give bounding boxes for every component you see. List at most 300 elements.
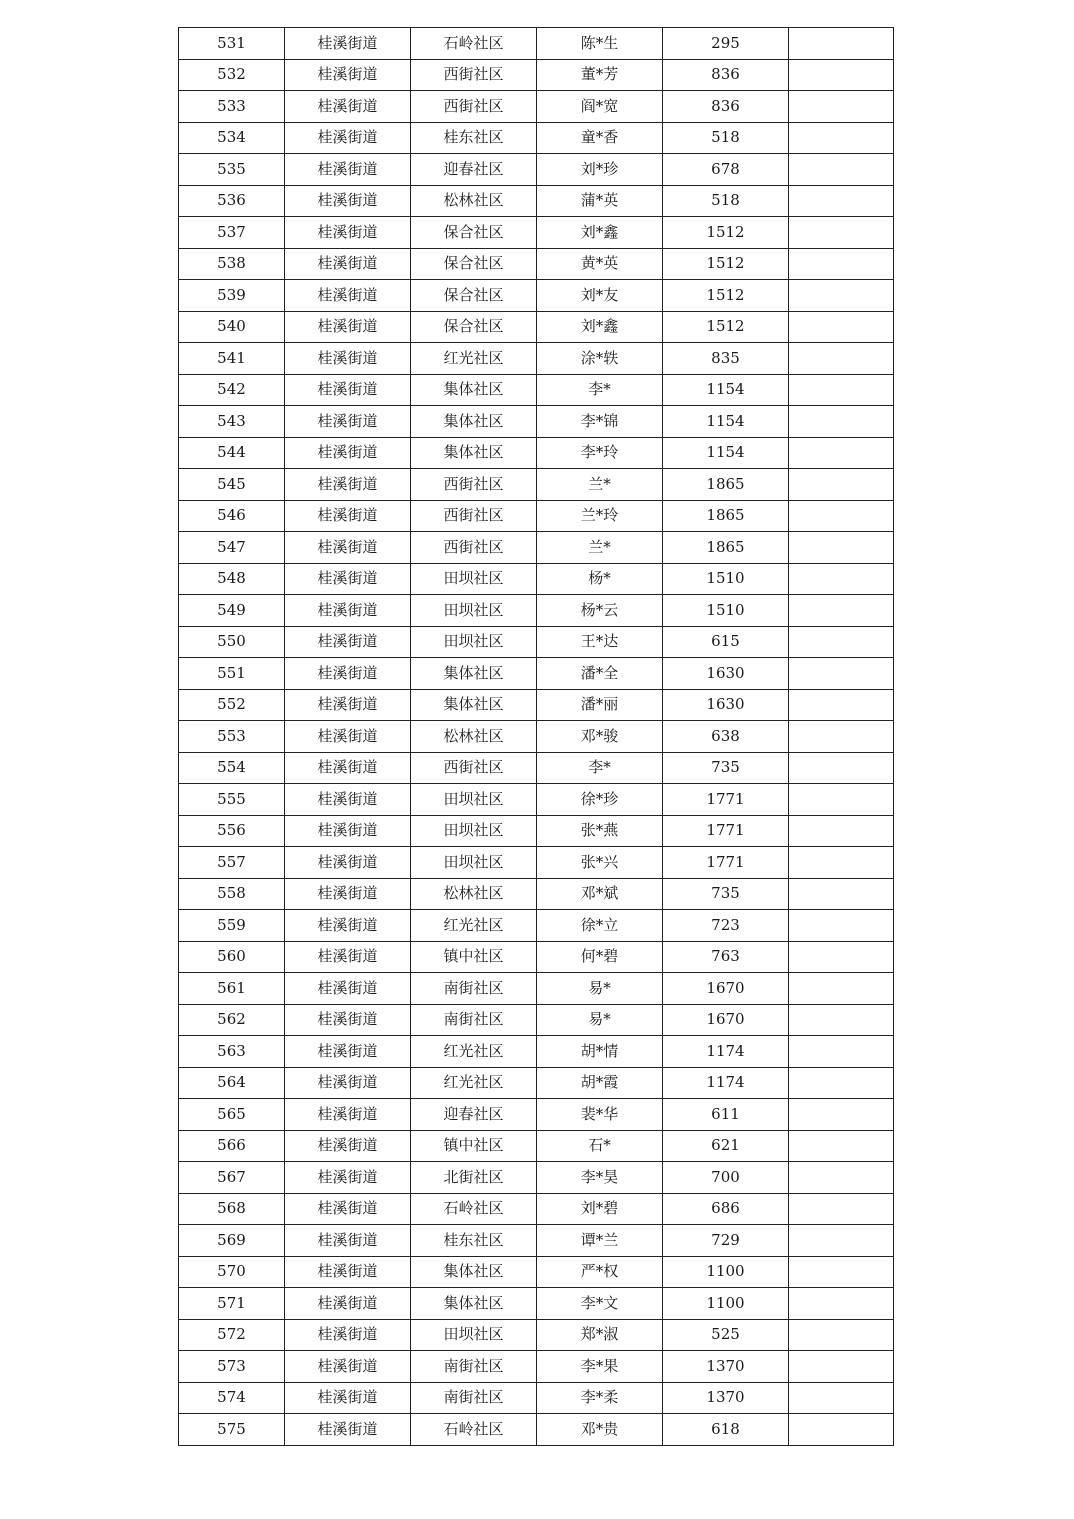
- community-cell: 松林社区: [411, 878, 537, 910]
- row-number-cell: 574: [179, 1382, 285, 1414]
- row-number-cell: 551: [179, 658, 285, 690]
- note-cell: [789, 563, 894, 595]
- amount-cell: 1370: [663, 1351, 789, 1383]
- community-cell: 田坝社区: [411, 784, 537, 816]
- street-cell: 桂溪街道: [285, 1256, 411, 1288]
- amount-cell: 1174: [663, 1036, 789, 1068]
- street-cell: 桂溪街道: [285, 1162, 411, 1194]
- community-cell: 保合社区: [411, 217, 537, 249]
- street-cell: 桂溪街道: [285, 1288, 411, 1320]
- table-row: [179, 1004, 894, 1036]
- street-cell: 桂溪街道: [285, 374, 411, 406]
- amount-cell: 1174: [663, 1067, 789, 1099]
- table-row: [179, 1288, 894, 1320]
- community-cell: 西街社区: [411, 91, 537, 123]
- name-cell: 张*燕: [537, 815, 663, 847]
- name-cell: 徐*立: [537, 910, 663, 942]
- name-cell: 潘*全: [537, 658, 663, 690]
- table-row: [179, 1036, 894, 1068]
- name-cell: 郑*淑: [537, 1319, 663, 1351]
- amount-cell: 678: [663, 154, 789, 186]
- name-cell: 刘*珍: [537, 154, 663, 186]
- street-cell: 桂溪街道: [285, 1319, 411, 1351]
- note-cell: [789, 1225, 894, 1257]
- street-cell: 桂溪街道: [285, 1067, 411, 1099]
- name-cell: 李*: [537, 752, 663, 784]
- community-cell: 集体社区: [411, 406, 537, 438]
- name-cell: 黄*英: [537, 248, 663, 280]
- community-cell: 集体社区: [411, 437, 537, 469]
- note-cell: [789, 185, 894, 217]
- street-cell: 桂溪街道: [285, 941, 411, 973]
- name-cell: 邓*斌: [537, 878, 663, 910]
- name-cell: 兰*: [537, 469, 663, 501]
- row-number-cell: 572: [179, 1319, 285, 1351]
- amount-cell: 1630: [663, 689, 789, 721]
- street-cell: 桂溪街道: [285, 1130, 411, 1162]
- street-cell: 桂溪街道: [285, 973, 411, 1005]
- table-row: [179, 878, 894, 910]
- amount-cell: 1670: [663, 973, 789, 1005]
- community-cell: 镇中社区: [411, 1130, 537, 1162]
- note-cell: [789, 1414, 894, 1446]
- street-cell: 桂溪街道: [285, 217, 411, 249]
- note-cell: [789, 910, 894, 942]
- note-cell: [789, 280, 894, 312]
- name-cell: 刘*友: [537, 280, 663, 312]
- amount-cell: 686: [663, 1193, 789, 1225]
- community-cell: 田坝社区: [411, 626, 537, 658]
- street-cell: 桂溪街道: [285, 1225, 411, 1257]
- name-cell: 邓*贵: [537, 1414, 663, 1446]
- table-row: [179, 28, 894, 60]
- table-row: [179, 217, 894, 249]
- amount-cell: 735: [663, 878, 789, 910]
- note-cell: [789, 311, 894, 343]
- name-cell: 董*芳: [537, 59, 663, 91]
- street-cell: 桂溪街道: [285, 784, 411, 816]
- name-cell: 李*文: [537, 1288, 663, 1320]
- community-cell: 田坝社区: [411, 815, 537, 847]
- table-row: [179, 784, 894, 816]
- community-cell: 保合社区: [411, 248, 537, 280]
- row-number-cell: 569: [179, 1225, 285, 1257]
- street-cell: 桂溪街道: [285, 122, 411, 154]
- note-cell: [789, 1288, 894, 1320]
- table-row: [179, 500, 894, 532]
- table-row: [179, 973, 894, 1005]
- row-number-cell: 537: [179, 217, 285, 249]
- street-cell: 桂溪街道: [285, 1193, 411, 1225]
- community-cell: 松林社区: [411, 721, 537, 753]
- row-number-cell: 568: [179, 1193, 285, 1225]
- table-row: [179, 815, 894, 847]
- table-row: [179, 721, 894, 753]
- row-number-cell: 534: [179, 122, 285, 154]
- street-cell: 桂溪街道: [285, 248, 411, 280]
- community-cell: 西街社区: [411, 532, 537, 564]
- note-cell: [789, 973, 894, 1005]
- community-cell: 石岭社区: [411, 1193, 537, 1225]
- table-row: [179, 59, 894, 91]
- row-number-cell: 550: [179, 626, 285, 658]
- table-row: [179, 847, 894, 879]
- street-cell: 桂溪街道: [285, 878, 411, 910]
- amount-cell: 836: [663, 91, 789, 123]
- name-cell: 何*碧: [537, 941, 663, 973]
- street-cell: 桂溪街道: [285, 154, 411, 186]
- name-cell: 杨*云: [537, 595, 663, 627]
- row-number-cell: 538: [179, 248, 285, 280]
- amount-cell: 1865: [663, 532, 789, 564]
- row-number-cell: 563: [179, 1036, 285, 1068]
- row-number-cell: 536: [179, 185, 285, 217]
- table-row: [179, 91, 894, 123]
- row-number-cell: 546: [179, 500, 285, 532]
- note-cell: [789, 217, 894, 249]
- table-row: [179, 437, 894, 469]
- community-cell: 红光社区: [411, 1067, 537, 1099]
- note-cell: [789, 847, 894, 879]
- table-row: [179, 1414, 894, 1446]
- row-number-cell: 573: [179, 1351, 285, 1383]
- row-number-cell: 561: [179, 973, 285, 1005]
- amount-cell: 638: [663, 721, 789, 753]
- street-cell: 桂溪街道: [285, 689, 411, 721]
- amount-cell: 1154: [663, 406, 789, 438]
- name-cell: 邓*骏: [537, 721, 663, 753]
- note-cell: [789, 784, 894, 816]
- note-cell: [789, 1099, 894, 1131]
- note-cell: [789, 1319, 894, 1351]
- table-body: [179, 28, 894, 1446]
- community-cell: 西街社区: [411, 500, 537, 532]
- community-cell: 南街社区: [411, 1004, 537, 1036]
- note-cell: [789, 500, 894, 532]
- street-cell: 桂溪街道: [285, 1099, 411, 1131]
- table-row: [179, 658, 894, 690]
- name-cell: 刘*碧: [537, 1193, 663, 1225]
- community-cell: 镇中社区: [411, 941, 537, 973]
- note-cell: [789, 878, 894, 910]
- name-cell: 易*: [537, 1004, 663, 1036]
- amount-cell: 1771: [663, 847, 789, 879]
- street-cell: 桂溪街道: [285, 532, 411, 564]
- street-cell: 桂溪街道: [285, 469, 411, 501]
- row-number-cell: 564: [179, 1067, 285, 1099]
- amount-cell: 518: [663, 185, 789, 217]
- community-cell: 桂东社区: [411, 1225, 537, 1257]
- note-cell: [789, 469, 894, 501]
- community-cell: 北街社区: [411, 1162, 537, 1194]
- name-cell: 胡*情: [537, 1036, 663, 1068]
- table-row: [179, 1130, 894, 1162]
- document-page: [178, 27, 894, 1446]
- name-cell: 阎*宽: [537, 91, 663, 123]
- note-cell: [789, 154, 894, 186]
- community-cell: 松林社区: [411, 185, 537, 217]
- note-cell: [789, 721, 894, 753]
- table-row: [179, 374, 894, 406]
- name-cell: 徐*珍: [537, 784, 663, 816]
- row-number-cell: 566: [179, 1130, 285, 1162]
- note-cell: [789, 1162, 894, 1194]
- name-cell: 谭*兰: [537, 1225, 663, 1257]
- name-cell: 李*玲: [537, 437, 663, 469]
- note-cell: [789, 59, 894, 91]
- table-row: [179, 1193, 894, 1225]
- community-cell: 石岭社区: [411, 1414, 537, 1446]
- amount-cell: 836: [663, 59, 789, 91]
- street-cell: 桂溪街道: [285, 721, 411, 753]
- street-cell: 桂溪街道: [285, 1351, 411, 1383]
- community-cell: 集体社区: [411, 689, 537, 721]
- row-number-cell: 565: [179, 1099, 285, 1131]
- street-cell: 桂溪街道: [285, 1382, 411, 1414]
- amount-cell: 1100: [663, 1256, 789, 1288]
- street-cell: 桂溪街道: [285, 28, 411, 60]
- table-row: [179, 469, 894, 501]
- street-cell: 桂溪街道: [285, 1414, 411, 1446]
- street-cell: 桂溪街道: [285, 1036, 411, 1068]
- row-number-cell: 556: [179, 815, 285, 847]
- street-cell: 桂溪街道: [285, 59, 411, 91]
- amount-cell: 1154: [663, 437, 789, 469]
- row-number-cell: 544: [179, 437, 285, 469]
- note-cell: [789, 658, 894, 690]
- amount-cell: 1670: [663, 1004, 789, 1036]
- name-cell: 童*香: [537, 122, 663, 154]
- amount-cell: 615: [663, 626, 789, 658]
- name-cell: 李*柔: [537, 1382, 663, 1414]
- table-row: [179, 185, 894, 217]
- note-cell: [789, 1351, 894, 1383]
- community-cell: 田坝社区: [411, 595, 537, 627]
- note-cell: [789, 689, 894, 721]
- row-number-cell: 533: [179, 91, 285, 123]
- community-cell: 南街社区: [411, 973, 537, 1005]
- community-cell: 保合社区: [411, 280, 537, 312]
- note-cell: [789, 343, 894, 375]
- row-number-cell: 571: [179, 1288, 285, 1320]
- amount-cell: 1865: [663, 469, 789, 501]
- table-row: [179, 1382, 894, 1414]
- name-cell: 王*达: [537, 626, 663, 658]
- note-cell: [789, 28, 894, 60]
- note-cell: [789, 1036, 894, 1068]
- note-cell: [789, 1130, 894, 1162]
- row-number-cell: 532: [179, 59, 285, 91]
- community-cell: 红光社区: [411, 343, 537, 375]
- name-cell: 张*兴: [537, 847, 663, 879]
- name-cell: 潘*丽: [537, 689, 663, 721]
- amount-cell: 525: [663, 1319, 789, 1351]
- community-cell: 西街社区: [411, 752, 537, 784]
- row-number-cell: 567: [179, 1162, 285, 1194]
- table-row: [179, 910, 894, 942]
- amount-cell: 295: [663, 28, 789, 60]
- name-cell: 李*果: [537, 1351, 663, 1383]
- street-cell: 桂溪街道: [285, 185, 411, 217]
- amount-cell: 1630: [663, 658, 789, 690]
- note-cell: [789, 1004, 894, 1036]
- table-row: [179, 532, 894, 564]
- community-cell: 田坝社区: [411, 1319, 537, 1351]
- row-number-cell: 539: [179, 280, 285, 312]
- name-cell: 刘*鑫: [537, 311, 663, 343]
- row-number-cell: 559: [179, 910, 285, 942]
- table-row: [179, 1067, 894, 1099]
- community-cell: 迎春社区: [411, 154, 537, 186]
- name-cell: 李*: [537, 374, 663, 406]
- table-row: [179, 1319, 894, 1351]
- amount-cell: 1771: [663, 815, 789, 847]
- community-cell: 集体社区: [411, 374, 537, 406]
- street-cell: 桂溪街道: [285, 311, 411, 343]
- amount-cell: 700: [663, 1162, 789, 1194]
- street-cell: 桂溪街道: [285, 752, 411, 784]
- amount-cell: 735: [663, 752, 789, 784]
- amount-cell: 1512: [663, 248, 789, 280]
- row-number-cell: 558: [179, 878, 285, 910]
- note-cell: [789, 1382, 894, 1414]
- street-cell: 桂溪街道: [285, 343, 411, 375]
- table-row: [179, 248, 894, 280]
- table-row: [179, 752, 894, 784]
- row-number-cell: 555: [179, 784, 285, 816]
- amount-cell: 611: [663, 1099, 789, 1131]
- table-row: [179, 626, 894, 658]
- street-cell: 桂溪街道: [285, 595, 411, 627]
- community-cell: 保合社区: [411, 311, 537, 343]
- note-cell: [789, 941, 894, 973]
- street-cell: 桂溪街道: [285, 500, 411, 532]
- note-cell: [789, 626, 894, 658]
- row-number-cell: 560: [179, 941, 285, 973]
- name-cell: 李*昊: [537, 1162, 663, 1194]
- community-cell: 石岭社区: [411, 28, 537, 60]
- note-cell: [789, 752, 894, 784]
- row-number-cell: 557: [179, 847, 285, 879]
- name-cell: 蒲*英: [537, 185, 663, 217]
- street-cell: 桂溪街道: [285, 910, 411, 942]
- row-number-cell: 535: [179, 154, 285, 186]
- row-number-cell: 547: [179, 532, 285, 564]
- name-cell: 易*: [537, 973, 663, 1005]
- note-cell: [789, 1067, 894, 1099]
- row-number-cell: 552: [179, 689, 285, 721]
- street-cell: 桂溪街道: [285, 658, 411, 690]
- table-row: [179, 122, 894, 154]
- table-row: [179, 1099, 894, 1131]
- name-cell: 李*锦: [537, 406, 663, 438]
- table-row: [179, 1351, 894, 1383]
- community-cell: 迎春社区: [411, 1099, 537, 1131]
- amount-cell: 1510: [663, 595, 789, 627]
- note-cell: [789, 374, 894, 406]
- community-cell: 红光社区: [411, 910, 537, 942]
- community-cell: 西街社区: [411, 59, 537, 91]
- row-number-cell: 542: [179, 374, 285, 406]
- note-cell: [789, 91, 894, 123]
- name-cell: 兰*玲: [537, 500, 663, 532]
- amount-cell: 1154: [663, 374, 789, 406]
- table-row: [179, 689, 894, 721]
- community-cell: 南街社区: [411, 1351, 537, 1383]
- table-row: [179, 1162, 894, 1194]
- community-cell: 南街社区: [411, 1382, 537, 1414]
- row-number-cell: 575: [179, 1414, 285, 1446]
- table-row: [179, 343, 894, 375]
- amount-cell: 618: [663, 1414, 789, 1446]
- table-row: [179, 406, 894, 438]
- name-cell: 涂*轶: [537, 343, 663, 375]
- community-cell: 集体社区: [411, 1288, 537, 1320]
- row-number-cell: 531: [179, 28, 285, 60]
- note-cell: [789, 122, 894, 154]
- street-cell: 桂溪街道: [285, 280, 411, 312]
- community-cell: 田坝社区: [411, 847, 537, 879]
- community-cell: 西街社区: [411, 469, 537, 501]
- community-cell: 红光社区: [411, 1036, 537, 1068]
- amount-cell: 1370: [663, 1382, 789, 1414]
- amount-cell: 763: [663, 941, 789, 973]
- amount-cell: 1100: [663, 1288, 789, 1320]
- amount-cell: 1512: [663, 280, 789, 312]
- note-cell: [789, 1256, 894, 1288]
- row-number-cell: 554: [179, 752, 285, 784]
- table-row: [179, 595, 894, 627]
- street-cell: 桂溪街道: [285, 91, 411, 123]
- street-cell: 桂溪街道: [285, 563, 411, 595]
- street-cell: 桂溪街道: [285, 847, 411, 879]
- amount-cell: 835: [663, 343, 789, 375]
- name-cell: 严*权: [537, 1256, 663, 1288]
- note-cell: [789, 437, 894, 469]
- street-cell: 桂溪街道: [285, 815, 411, 847]
- community-cell: 集体社区: [411, 1256, 537, 1288]
- note-cell: [789, 1193, 894, 1225]
- table-row: [179, 1256, 894, 1288]
- street-cell: 桂溪街道: [285, 406, 411, 438]
- amount-cell: 1510: [663, 563, 789, 595]
- note-cell: [789, 532, 894, 564]
- row-number-cell: 545: [179, 469, 285, 501]
- community-cell: 桂东社区: [411, 122, 537, 154]
- street-cell: 桂溪街道: [285, 1004, 411, 1036]
- name-cell: 兰*: [537, 532, 663, 564]
- table-row: [179, 280, 894, 312]
- note-cell: [789, 595, 894, 627]
- row-number-cell: 562: [179, 1004, 285, 1036]
- amount-cell: 1771: [663, 784, 789, 816]
- row-number-cell: 570: [179, 1256, 285, 1288]
- name-cell: 刘*鑫: [537, 217, 663, 249]
- amount-cell: 1512: [663, 311, 789, 343]
- amount-cell: 723: [663, 910, 789, 942]
- name-cell: 杨*: [537, 563, 663, 595]
- table-row: [179, 563, 894, 595]
- name-cell: 石*: [537, 1130, 663, 1162]
- row-number-cell: 540: [179, 311, 285, 343]
- note-cell: [789, 406, 894, 438]
- row-number-cell: 543: [179, 406, 285, 438]
- amount-cell: 729: [663, 1225, 789, 1257]
- row-number-cell: 553: [179, 721, 285, 753]
- amount-cell: 621: [663, 1130, 789, 1162]
- table-row: [179, 311, 894, 343]
- community-cell: 田坝社区: [411, 563, 537, 595]
